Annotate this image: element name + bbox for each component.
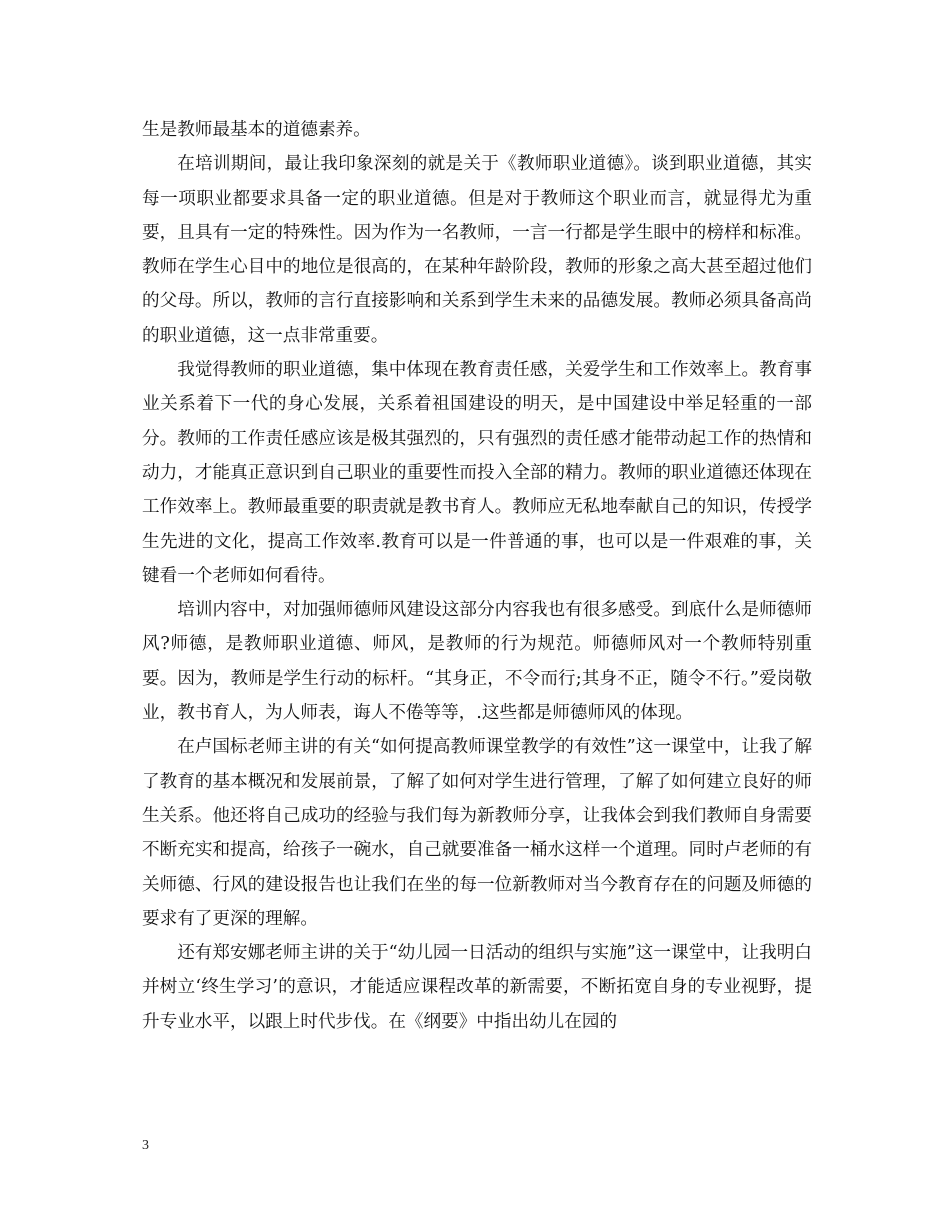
paragraph-2: 在培训期间，最让我印象深刻的就是关于《教师职业道德》。谈到职业道德，其实每一项职业都要求具备一定的职业道德。但是对于教师这个职业而言，就显得尤为重要，且具有一定的特殊性。因为作为一名教师，一言一行都是学生眼中的榜样和标准。教师在学生心目中的地位是很高的，在某种年龄阶段，教师的形象之高大甚至超过他们的父母。所以，教师的言行直接影响和关系到学生未来的品德发展。教师必须具备高尚的职业道德，这一点非常重要。 bbox=[142, 154, 812, 346]
paragraph-4: 培训内容中，对加强师德师风建设这部分内容我也有很多感受。到底什么是师德师风?师德，是教师职业道德、师风，是教师的行为规范。师德师风对一个教师特别重要。因为，教师是学生行动的标杆。“其身正，不令而行;其身不正，随令不行。”爱岗敬业，教书育人，为人师表，诲人不倦等等，.这些都是师德师风的体现。 bbox=[142, 600, 812, 724]
paragraph-5: 在卢国标老师主讲的有关“如何提高教师课堂教学的有效性”这一课堂中，让我了解了教育的基本概况和发展前景，了解了如何对学生进行管理，了解了如何建立良好的师生关系。他还将自己成功的经验与我们每为新教师分享，让我体会到我们教师自身需要不断充实和提高，给孩子一碗水，自己就要准备一桶水这样一个道理。同时卢老师的有关师德、行风的建设报告也让我们在坐的每一位新教师对当今教育存在的问题及师德的要求有了更深的理解。 bbox=[142, 737, 812, 929]
paragraph-3: 我觉得教师的职业道德，集中体现在教育责任感，关爱学生和工作效率上。教育事业关系着下一代的身心发展，关系着祖国建设的明天，是中国建设中举足轻重的一部分。教师的工作责任感应该是极其强烈的，只有强烈的责任感才能带动起工作的热情和动力，才能真正意识到自己职业的重要性而投入全部的精力。教师的职业道德还体现在工作效率上。教师最重要的职责就是教书育人。教师应无私地奉献自己的知识，传授学生先进的文化，提高工作效率.教育可以是一件普通的事，也可以是一件艰难的事，关键看一个老师如何看待。 bbox=[142, 360, 812, 586]
paragraph-1: 生是教师最基本的道德素养。 bbox=[142, 120, 371, 140]
page-number: 3 bbox=[142, 1138, 149, 1153]
paragraph-6: 还有郑安娜老师主讲的关于“幼儿园一日活动的组织与实施”这一课堂中，让我明白并树立‘终生学习’的意识，才能适应课程改革的新需要，不断拓宽自身的专业视野，提升专业水平，以跟上时代步伐。在《纲要》中指出幼儿在园的 bbox=[142, 943, 812, 1032]
body-text bbox=[142, 113, 812, 1039]
